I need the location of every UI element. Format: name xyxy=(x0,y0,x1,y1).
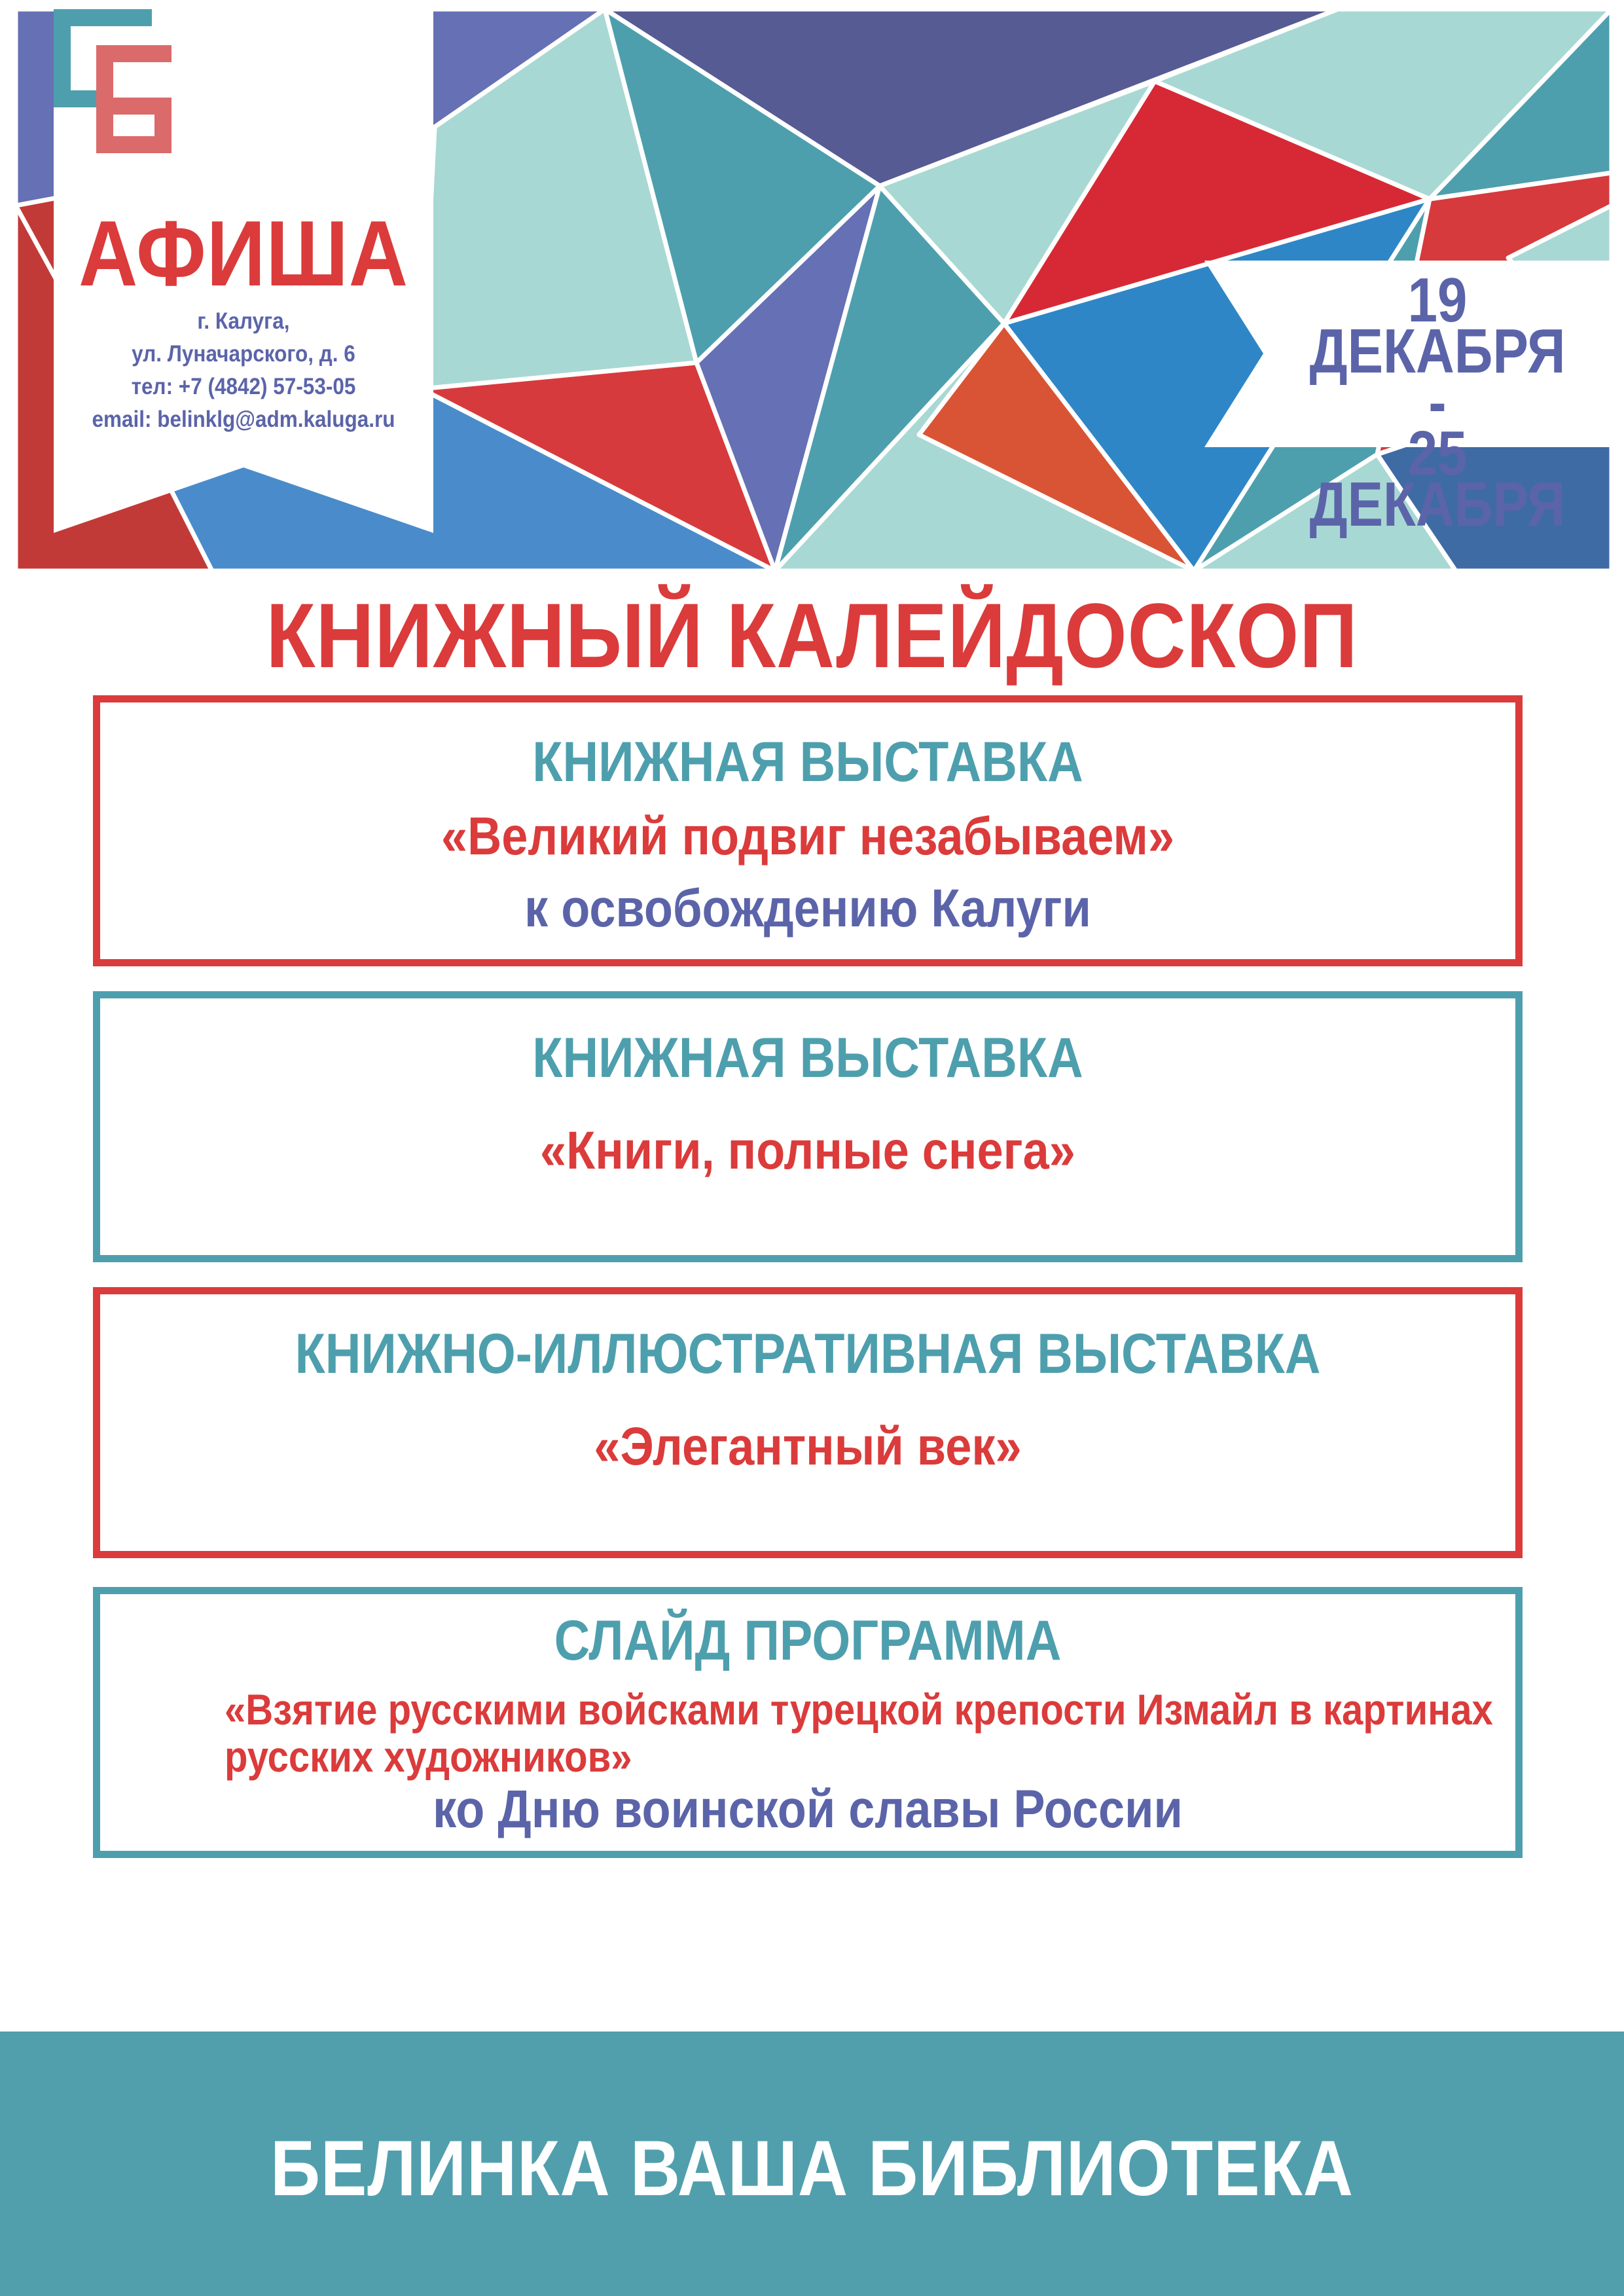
footer-bar xyxy=(0,2032,1624,2296)
event-note: ко Дню воинской славы России xyxy=(433,1779,1183,1839)
date-separator: - xyxy=(1428,367,1447,437)
event-type: СЛАЙД ПРОГРАММА xyxy=(554,1609,1062,1672)
event-name: «Книги, полные снега» xyxy=(540,1121,1075,1180)
event-name-line1: «Взятие русскими войсками турецкой крепости Измайл в картинах xyxy=(225,1685,1493,1734)
main-title: КНИЖНЫЙ КАЛЕЙДОСКОП xyxy=(266,584,1358,687)
event-type: КНИЖНАЯ ВЫСТАВКА xyxy=(532,1027,1083,1089)
header-card xyxy=(54,9,433,539)
date-end: 25 ДЕКАБРЯ xyxy=(1309,418,1566,539)
contacts-block xyxy=(73,305,414,436)
date-range xyxy=(1290,265,1585,539)
library-logo-icon xyxy=(54,9,171,153)
event-card xyxy=(93,991,1523,1262)
event-type: КНИЖНО-ИЛЛЮСТРАТИВНАЯ ВЫСТАВКА xyxy=(295,1322,1321,1385)
event-name-line2: русских художников» xyxy=(225,1732,632,1781)
event-name: «Элегантный век» xyxy=(594,1417,1022,1476)
poster-title: АФИША xyxy=(79,202,408,306)
email-address: email: belinklg@adm.kaluga.ru xyxy=(92,407,395,432)
address-city: г. Калуга, xyxy=(197,308,290,334)
footer-slogan: БЕЛИНКА ВАША БИБЛИОТЕКА xyxy=(270,2124,1354,2212)
date-ribbon xyxy=(1204,261,1612,539)
address-street: ул. Луначарского, д. 6 xyxy=(132,341,355,367)
phone-number: тел: +7 (4842) 57-53-05 xyxy=(131,374,356,399)
event-type: КНИЖНАЯ ВЫСТАВКА xyxy=(532,731,1083,793)
date-start: 19 ДЕКАБРЯ xyxy=(1309,265,1566,386)
event-card xyxy=(93,695,1523,966)
event-name: «Великий подвиг незабываем» xyxy=(441,807,1174,866)
event-note: к освобождению Калуги xyxy=(524,879,1091,938)
event-card xyxy=(93,1287,1523,1558)
event-card xyxy=(93,1587,1523,1858)
